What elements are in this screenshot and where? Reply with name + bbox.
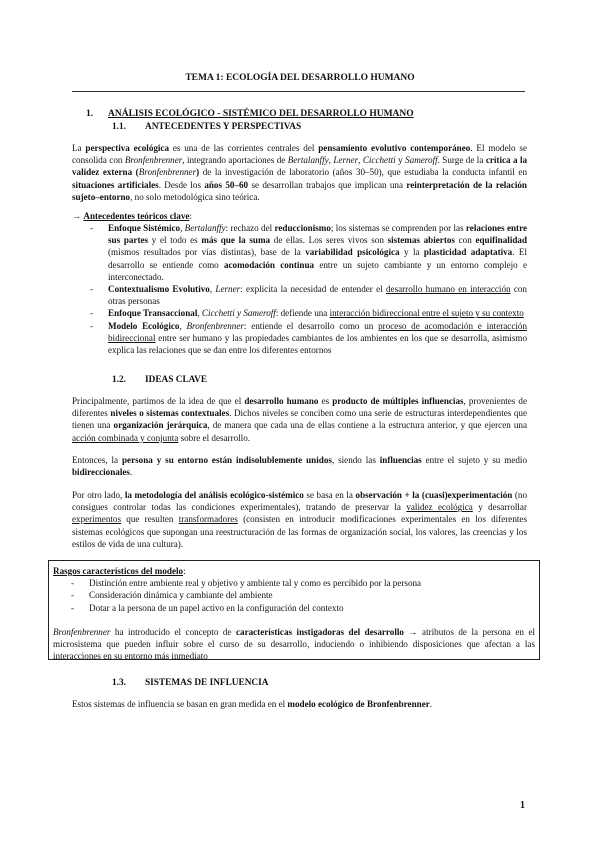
paragraph-sistemas-influencia: Estos sistemas de influencia se basan en gran medida en el modelo ecológico de Bronfenbrenner. bbox=[72, 699, 433, 709]
subsection-1-2-title: IDEAS CLAVE bbox=[145, 375, 208, 385]
list-item-enfoque-sistemico: - Enfoque Sistémico, Bertalanffy: rechazo del reduccionismo; los sistemas se comprenden por las relaciones entre sus partes y el todo es más que la suma de ellas. Los seres vivos son sistemas abiertos con equifinalidad (mismos resultados por vías distintas), base de la variabilidad psicológica y la plasticidad adaptativa. El desarrollo se entiende como acomodación continua entre un sujeto cambiante y un entorno complejo e interconectado. bbox=[72, 222, 527, 283]
section-1-heading bbox=[86, 108, 414, 120]
antecedentes-list bbox=[72, 222, 527, 356]
page-number: 1 bbox=[520, 800, 525, 811]
list-item-modelo-ecologico: - Modelo Ecológico, Bronfenbrenner: entiende el desarrollo como un proceso de acomodación e interacción bidireccional entre ser humano y las propiedades cambiantes de los ambientes en los que se desarrolla, asimismo explica las relaciones que se dan entre los diferentes entornos bbox=[72, 320, 527, 357]
subsection-1-1-heading bbox=[112, 121, 301, 133]
list-item-contextualismo: - Contextualismo Evolutivo, Lerner: explicita la necesidad de entender el desarrollo humano en interacción con otras personas bbox=[72, 283, 527, 307]
paragraph-persona-entorno: Entonces, la persona y su entorno están indisolublemente unidos, siendo las influencias entre el sujeto y su medio bidireccionales. bbox=[72, 455, 527, 478]
list-item-enfoque-transaccional: - Enfoque Transaccional, Cicchetti y Sameroff: defiende una interacción bidireccional entre el sujeto y su contexto bbox=[72, 307, 527, 319]
section-1-number: 1. bbox=[86, 109, 94, 119]
section-1-title: ANÁLISIS ECOLÓGICO - SISTÉMICO DEL DESARROLLO HUMANO bbox=[108, 109, 414, 119]
title-divider bbox=[72, 91, 525, 92]
rasgos-item: - Consideración dinámica y cambiante del ambiente bbox=[53, 589, 535, 601]
paragraph-ideas-clave: Principalmente, partimos de la idea de que el desarrollo humano es producto de múltiples influencias, provenientes de diferentes niveles o sistemas contextuales. Dichos niveles se conciben como una serie de estructuras interdependientes que tienen una organización jerárquica, de manera que cada una de ellas contiene a la estructura anterior, y que ejercen una acción combinada y conjunta sobre el desarrollo. bbox=[72, 396, 527, 443]
subsection-1-3-number: 1.3. bbox=[112, 678, 126, 688]
subsection-1-1-number: 1.1. bbox=[112, 122, 126, 132]
document-title: TEMA 1: ECOLOGÍA DEL DESARROLLO HUMANO bbox=[185, 73, 415, 83]
subsection-1-1-title: ANTECEDENTES Y PERSPECTIVAS bbox=[145, 122, 302, 132]
rasgos-heading: Rasgos característicos del modelo: bbox=[53, 566, 186, 576]
subsection-1-3-title: SISTEMAS DE INFLUENCIA bbox=[145, 678, 269, 688]
subsection-1-2-number: 1.2. bbox=[112, 375, 126, 385]
rasgos-box bbox=[48, 560, 540, 660]
rasgos-list bbox=[53, 577, 535, 614]
subsection-1-2-heading bbox=[112, 374, 207, 386]
paragraph-metodologia: Por otro lado, la metodología del análisis ecológico-sistémico se basa en la observación + la (cuasi)experimentación (no consigues controlar todas las condiciones experimentales), tratando de preservar la validez ecológica y desarrollar experimentos que resulten transformadores (consisten en introducir modificaciones experimentales en los diferentes sistemas ecológicos que supongan una reestructuración de las formas de organización social, los valores, las creencias y los estilos de vida de una cultura). bbox=[72, 490, 528, 549]
rasgos-item: - Dotar a la persona de un papel activo en la configuración del contexto bbox=[53, 602, 535, 614]
rasgos-item: - Distinción entre ambiente real y objetivo y ambiente tal y como es percibido por la persona bbox=[53, 577, 535, 589]
paragraph-perspectiva-ecologica: La perspectiva ecológica es una de las corrientes centrales del pensamiento evolutivo contemporáneo. El modelo se consolida con Bronfenbrenner, integrando aportaciones de Bertalanffy, Lerner, Cicchetti y Sameroff. Surge de la crítica a la validez externa (Bronfenbrenner) de la investigación de laboratorio (años 30–50), que estudiaba la conducta infantil en situaciones artificiales. Desde los años 50–60 se desarrollan trabajos que implican una reinterpretación de la relación sujeto–entorno, no solo metodológica sino teórica. bbox=[72, 143, 528, 202]
antecedentes-heading: → Antecedentes teóricos clave: bbox=[72, 211, 192, 221]
subsection-1-3-heading bbox=[112, 677, 268, 689]
rasgos-paragraph: Bronfenbrenner ha introducido el concepto de características instigadoras del desarrollo → atributos de la persona en el microsistema que pueden influir sobre el curso de su desarrollo, induciendo o inhibiendo disposiciones que afectan a las interacciones en su entorno más inmediato bbox=[53, 626, 536, 662]
